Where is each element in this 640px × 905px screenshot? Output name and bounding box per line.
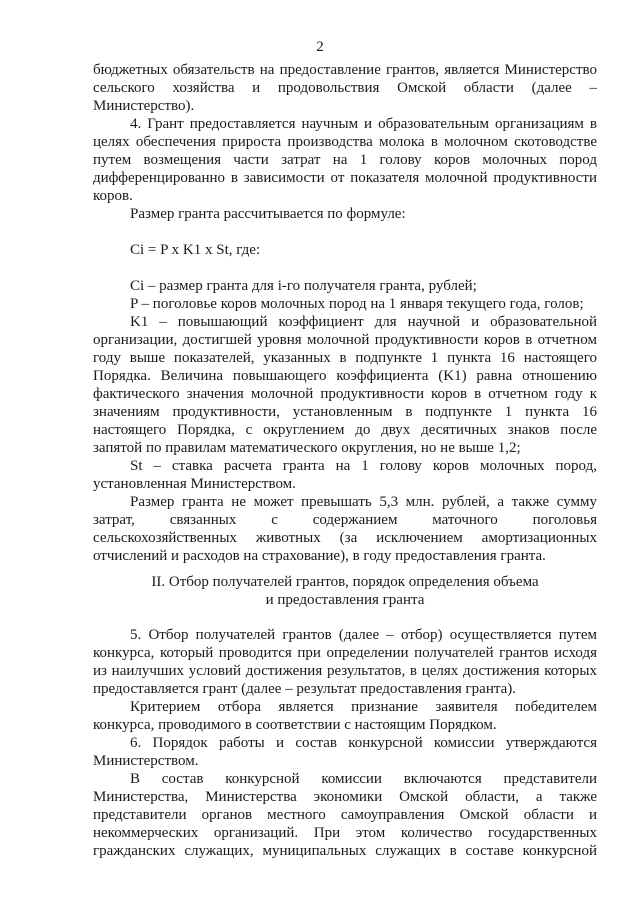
text-line: установленная Министерством.: [93, 476, 296, 492]
text-line: из наилучших условий достижения результатов, в целях достижения которых: [93, 663, 597, 679]
text-line: Ci – размер гранта для i-го получателя гранта, рублей;: [130, 278, 477, 294]
text-line: 4. Грант предоставляется научным и образовательным организациям в: [130, 116, 597, 132]
text-line: Министерством.: [93, 753, 199, 769]
text-line: дифференцированно в зависимости от показателя молочной продуктивности: [93, 170, 597, 186]
text-line: K1 – повышающий коэффициент для научной и образовательной: [130, 314, 597, 330]
text-line: отчислений и расходов на страхование), в году предоставления гранта.: [93, 548, 546, 564]
text-line: фактического значения молочной продуктивности коров в отчетном году к: [93, 386, 597, 402]
text-line: Размер гранта рассчитывается по формуле:: [130, 206, 406, 222]
text-line: Критерием отбора является признание заявителя победителем: [130, 699, 597, 715]
text-line: сельского хозяйства и продовольствия Омской области (далее –: [93, 80, 597, 96]
text-line: В состав конкурсной комиссии включаются представители: [130, 771, 597, 787]
section-heading: и предоставления гранта: [265, 592, 425, 608]
page-number: 2: [316, 39, 324, 55]
text-line: конкурса, который проводится при определении получателей грантов исходя: [93, 645, 597, 661]
text-line: P – поголовье коров молочных пород на 1 января текущего года, голов;: [130, 296, 584, 312]
text-line: Министерства, Министерства экономики Омской области, а также: [93, 789, 597, 805]
text-line: Размер гранта не может превышать 5,3 млн. рублей, а также сумму: [130, 494, 597, 510]
section-heading: II. Отбор получателей грантов, порядок определения объема: [151, 574, 539, 590]
text-line: Министерство).: [93, 98, 195, 114]
text-line: представители органов местного самоуправления Омской области и: [93, 807, 597, 823]
text-line: предоставляется грант (далее – результат предоставления гранта).: [93, 681, 516, 697]
text-line: сельскохозяйственных животных (за исключением амортизационных: [93, 530, 597, 546]
text-line: путем возмещения части затрат на 1 голову коров молочных пород: [93, 152, 597, 168]
text-line: настоящего Порядка, с округлением до двух десятичных знаков после: [93, 422, 597, 438]
text-line: Порядка. Величина повышающего коэффициента (K1) равна отношению: [93, 368, 597, 384]
text-line: коров.: [93, 188, 133, 204]
text-line: гражданских служащих, муниципальных служащих в составе конкурсной: [93, 843, 597, 859]
text-line: целях обеспечения прироста производства молока в молочном скотоводстве: [93, 134, 597, 150]
text-line: некоммерческих организаций. При этом количество государственных: [93, 825, 597, 841]
text-line: затрат, связанных с содержанием маточного поголовья: [93, 512, 597, 528]
text-line: 6. Порядок работы и состав конкурсной комиссии утверждаются: [130, 735, 597, 751]
text-line: 5. Отбор получателей грантов (далее – отбор) осуществляется путем: [130, 627, 597, 643]
text-line: St – ставка расчета гранта на 1 голову коров молочных пород,: [130, 458, 597, 474]
text-line: организации, достигшей уровня молочной продуктивности коров в отчетном: [93, 332, 597, 348]
formula-line: Ci = P x K1 x St, где:: [130, 242, 261, 258]
text-line: конкурса, проводимого в соответствии с настоящим Порядком.: [93, 717, 497, 733]
text-line: году выше показателей, указанных в подпункте 1 пункта 16 настоящего: [93, 350, 597, 366]
text-line: запятой по правилам математического округления, но не выше 1,2;: [93, 440, 521, 456]
text-line: значениям продуктивности, установленным в подпункте 1 пункта 16: [93, 404, 597, 420]
text-line: бюджетных обязательств на предоставление грантов, является Министерство: [93, 62, 597, 78]
